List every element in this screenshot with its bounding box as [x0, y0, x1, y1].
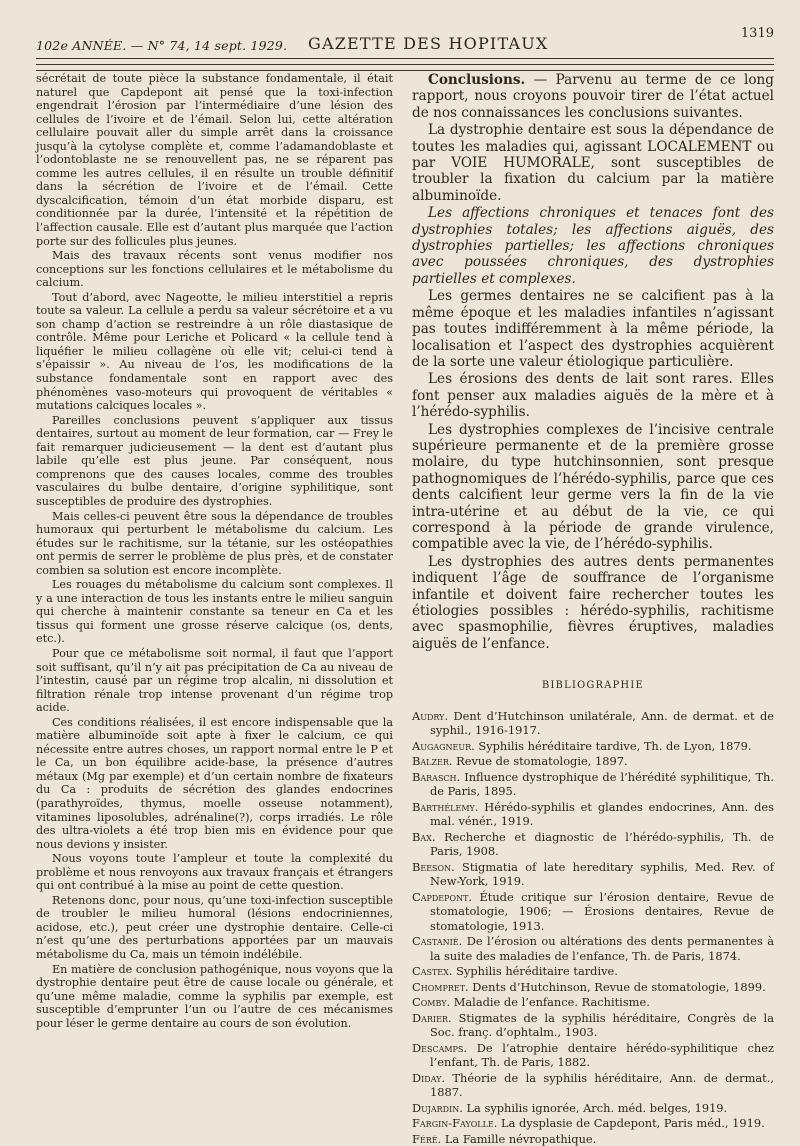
paragraph: Tout d’abord, avec Nageotte, le milieu interstitiel a repris toute sa valeur. La cellule a perdu sa valeur sécrétoire et a vu son champ d’action se restreindre à un rôle diastasique de contrôle. Même pour Leriche et Policard « la cellule tend à liquéfier le milieu collagène où elle vit; celui-ci tend à s’épaissir ». Au niveau de l’os, les modifications de la substance fondamentale sont en rapport avec des phénomènes vaso-moteurs qui provoquent de véritables « mutations calciques locales ». [36, 290, 393, 413]
paragraph: sécrétait de toute pièce la substance fondamentale, il était naturel que Capdepont ait pensé que la toxi-infection engendrait l’érosion par l’intermédiaire d’une lésion des cellules de l’ivoire et de l’émail. Selon lui, cette altération cellulaire pouvait aller du simple arrêt dans la croissance jusqu’à la cytolyse complète et, comme l’adamandoblaste et l’odontoblaste ne se renouvellent pas, ne se réparent pas comme les autres cellules, il en résulte un trouble définitif dans la sécrétion de l’ivoire et de l’émail. Cette dyscalcification, témoin d’un état morbide disparu, est conditionnée par la durée, l’intensité et la répétition de l’affection causale. Elle est d’autant plus marquée que l’action porte sur des follicules plus jeunes. [36, 72, 393, 248]
bibliography-reference: Syphilis héréditaire tardive. [452, 964, 618, 979]
bibliography-entry [412, 830, 774, 859]
paragraph: En matière de conclusion pathogénique, nous voyons que la dystrophie dentaire peut être de cause locale ou générale, et qu’une même maladie, comme la syphilis par exemple, est susceptible d’emprunter l’un ou l’autre de ces mécanismes pour léser le germe dentaire au cours de son évolution. [36, 962, 393, 1030]
paragraph: Les rouages du métabolisme du calcium sont complexes. Il y a une interaction de tous les instants entre le milieu sanguin qui cherche à maintenir constante sa teneur en Ca et les tissus qui forment une grosse réserve calcique (os, dents, etc.). [36, 578, 393, 646]
right-column [412, 72, 774, 1146]
journal-title: GAZETTE DES HOPITAUX [308, 34, 549, 53]
bibliography-reference: Dents d’Hutchinson, Revue de stomatologie, 1899. [468, 979, 766, 994]
bibliography-author: Audry. [412, 708, 449, 723]
bibliography-entry [412, 1071, 774, 1100]
bibliography-author: Castex. [412, 964, 453, 979]
bibliography-reference: Stigmates de la syphilis héréditaire, Congrès de la Soc. franç. d’ophtalm., 1903. [430, 1010, 774, 1040]
bibliography-reference: La syphilis ignorée, Arch. méd. belges, 1919. [462, 1100, 728, 1115]
bibliography-reference: Hérédo-syphilis et glandes endocrines, Ann. des mal. vénér., 1919. [430, 799, 774, 829]
left-column [36, 72, 393, 1030]
paragraph: Mais celles-ci peuvent être sous la dépendance de troubles humoraux qui perturbent le métabolisme du calcium. Les études sur le rachitisme, sur la tétanie, sur les ostéopathies ont permis de serrer le problème de plus près, et de constater combien sa solution est encore incomplète. [36, 509, 393, 577]
bibliography-entry [412, 1116, 774, 1131]
bibliography-author: Chompret. [412, 979, 469, 994]
conclusions-heading: Conclusions. [428, 72, 526, 88]
paragraph: Les érosions des dents de lait sont rares. Elles font penser aux maladies aiguës de la mère et à l’hérédo-syphilis. [412, 371, 774, 421]
paragraph: Mais des travaux récents sont venus modifier nos conceptions sur les fonctions cellulaires et le métabolisme du calcium. [36, 249, 393, 290]
bibliography-entry [412, 1132, 774, 1146]
bibliography-entry [412, 980, 774, 995]
bibliography-entry [412, 739, 774, 754]
bibliography-author: Castanié. [412, 934, 463, 949]
bibliography-reference: Revue de stomatologie, 1897. [452, 754, 628, 769]
bibliography-entry [412, 754, 774, 769]
paragraph: Les dystrophies complexes de l’incisive centrale supérieure permanente et de la première grosse molaire, du type hutchinsonnien, sont presque pathognomiques de l’hérédo-syphilis, parce que ces dents calcifient leur germe vers la fin de la vie intra-utérine et au début de la vie, ce qui correspond à la période de grande virulence, compatible avec la vie, de l’hérédo-syphilis. [412, 421, 774, 553]
conclusions-paragraph [412, 72, 774, 121]
paragraph: Pour que ce métabolisme soit normal, il faut que l’apport soit suffisant, qu’il n’y ait pas précipitation de Ca au niveau de l’intestin, causé par un régime trop alcalin, ni dissolution et filtration rénale trop intense provenant d’un régime trop acide. [36, 646, 393, 715]
header-rule [36, 64, 774, 65]
bibliography-reference: Dent d’Hutchinson unilatérale, Ann. de dermat. et de syphil., 1916-1917. [430, 708, 774, 738]
bibliography-reference: Influence dystrophique de l’hérédité syphilitique, Th. de Paris, 1895. [430, 769, 774, 799]
paragraph: Les dystrophies des autres dents permanentes indiquent l’âge de souffrance de l’organisme infantile et doivent faire rechercher toutes les étiologies possibles : hérédo-syphilis, rachitisme avec spasmophilie, fièvres éruptives, maladies aiguës de l’enfance. [412, 553, 774, 652]
bibliography-entry [412, 1041, 774, 1070]
bibliography-author: Diday. [412, 1070, 446, 1085]
bibliography-reference: La Famille névropathique. [441, 1131, 597, 1146]
bibliography-author: Descamps. [412, 1040, 468, 1055]
bibliography-entry [412, 964, 774, 979]
bibliography-entry [412, 800, 774, 829]
bibliography-entry [412, 890, 774, 934]
bibliography-entry [412, 709, 774, 738]
bibliography-reference: Stigmatia of late hereditary syphilis, Med. Rev. of New-York, 1919. [430, 859, 774, 889]
bibliography-entry [412, 1101, 774, 1116]
bibliography-author: Darier. [412, 1010, 452, 1025]
issue-info: 102e ANNÉE. — N° 74, 14 sept. 1929. [36, 38, 288, 53]
bibliography-author: Dujardin. [412, 1100, 463, 1115]
paragraph: La dystrophie dentaire est sous la dépendance de toutes les maladies qui, agissant LOCALEMENT ou par VOIE HUMORALE, sont susceptibles de troubler la fixation du calcium par la matière albuminoïde. [412, 122, 774, 204]
bibliography-reference: La dysplasie de Capdepont, Paris méd., 1919. [497, 1116, 765, 1131]
paragraph: Les affections chroniques et tenaces font des dystrophies totales; les affections aiguës, des dystrophies partielles; les affections chroniques avec poussées chroniques, des dystrophies partielles et complexes. [412, 205, 774, 287]
page-number: 1319 [740, 26, 774, 41]
bibliography-reference: De l’érosion ou altérations des dents permanentes à la suite des maladies de l’enfance, Th. de Paris, 1874. [430, 934, 774, 963]
bibliography-author: Augagneur. [412, 738, 475, 753]
bibliography-entry [412, 1011, 774, 1040]
bibliography-list [412, 709, 774, 1146]
bibliography-title: BIBLIOGRAPHIE [541, 680, 644, 692]
bibliography-reference: Syphilis héréditaire tardive, Th. de Lyon, 1879. [474, 738, 752, 753]
paragraph: Pareilles conclusions peuvent s’appliquer aux tissus dentaires, surtout au moment de leur formation, car — Frey le fait remarquer judicieusement — la dent est d’autant plus labile qu’elle est plus jeune. Par conséquent, nous comprenons que des causes locales, comme des troubles vasculaires du bulbe dentaire, d’origine syphilitique, sont susceptibles de produire des dystrophies. [36, 413, 393, 508]
bibliography-author: Barasch. [412, 769, 461, 784]
paragraph: Les germes dentaires ne se calcifient pas à la même époque et les maladies infantiles n’agissant pas toutes indifféremment à la même période, la localisation et l’aspect des dystrophies acquièrent de la sorte une valeur étiologique particulière. [412, 288, 774, 370]
bibliography-reference: Recherche et diagnostic de l’hérédo-syphilis, Th. de Paris, 1908. [430, 829, 774, 859]
header-rule [36, 58, 774, 59]
bibliography-author: Fargin-Fayolle. [412, 1116, 498, 1131]
bibliography-reference: De l’atrophie dentaire hérédo-syphilitique chez l’enfant, Th. de Paris, 1882. [430, 1040, 774, 1070]
bibliography-author: Balzer. [412, 754, 453, 769]
bibliography-author: Féré. [412, 1131, 442, 1146]
paragraph: Retenons donc, pour nous, qu’une toxi-infection susceptible de troubler le milieu humoral (lésions endocriniennes, acidose, etc.), peut créer une dystrophie dentaire. Celle-ci n’est qu’une des perturbations apportées par un mauvais métabolisme du Ca, mais un témoin indélébile. [36, 893, 393, 961]
paragraph: Ces conditions réalisées, il est encore indispensable que la matière albuminoïde soit apte à fixer le calcium, ce qui nécessite entre autres choses, un rapport normal entre le P et le Ca, un bon équilibre acide-base, la présence d’autres métaux (Mg par exemple) et d’un certain nombre de fixateurs du Ca : produits de sécrétion des glandes endocrines (parathyroïdes, thymus, moelle osseuse notamment), vitamines liposolubles, adrénaline(?), corps irradiés. Le rôle des ultra-violets a été trop bien mis en évidence pour que nous devions y insister. [36, 715, 393, 851]
paragraph-text: — Parvenu au terme de ce long rapport, nous croyons pouvoir tirer de l’état actuel de nos connaissances les conclusions suivantes. [412, 72, 774, 121]
bibliography-entry [412, 770, 774, 799]
bibliography-entry [412, 934, 774, 963]
bibliography-author: Bax. [412, 829, 436, 844]
bibliography-author: Comby. [412, 995, 451, 1010]
bibliography-author: Beeson. [412, 859, 455, 874]
bibliography-author: Capdepont. [412, 889, 473, 904]
header-rule [36, 70, 774, 71]
bibliography-reference: Maladie de l’enfance. Rachitisme. [450, 995, 650, 1010]
bibliography-author: Barthélemy. [412, 799, 479, 814]
page-header [36, 26, 774, 54]
paragraph: Nous voyons toute l’ampleur et toute la complexité du problème et nous renvoyons aux travaux français et étrangers qui ont contribué à la mise au point de cette question. [36, 852, 393, 893]
bibliography-reference: Théorie de la syphilis héréditaire, Ann. de dermat., 1887. [430, 1070, 774, 1100]
bibliography-reference: Étude critique sur l’érosion dentaire, Revue de stomatologie, 1906; — Érosions dentaires, Revue de stomatologie, 1913. [430, 889, 774, 933]
bibliography-entry [412, 860, 774, 889]
bibliography-entry [412, 995, 774, 1010]
